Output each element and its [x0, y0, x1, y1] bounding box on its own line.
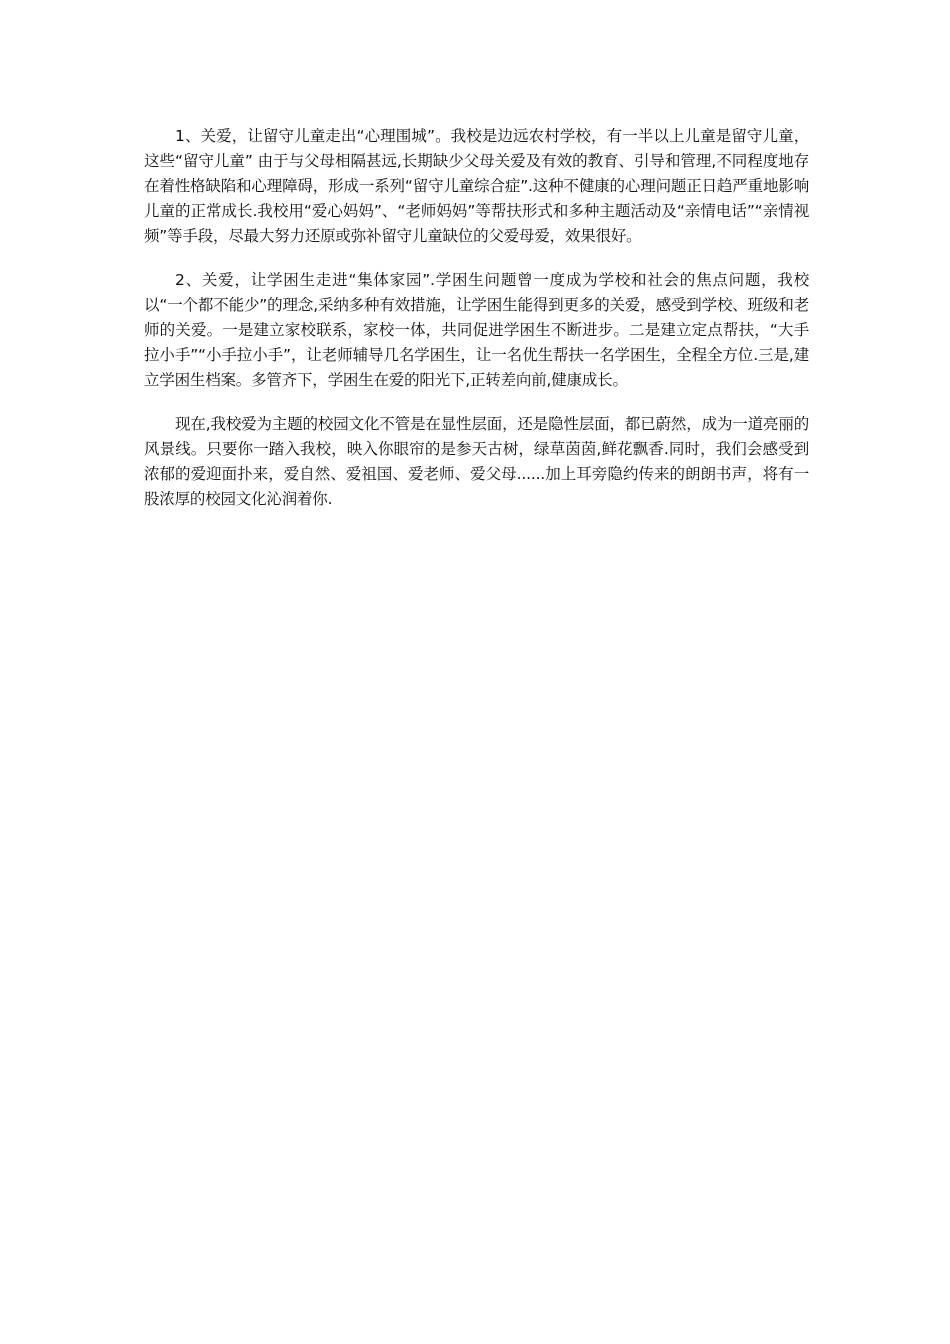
paragraph-left-behind-children: 1、关爱，让留守儿童走出“心理围城”。我校是边远农村学校，有一半以上儿童是留守儿童，这些“留守儿童” 由于与父母相隔甚远,长期缺少父母关爱及有效的教育、引导和管理,不同程度地存在着性格缺陷和心理障碍，形成一系列“留守儿童综合症”.这种不健康的心理问题正日趋严重地影响儿童的正常成长.我校用“爱心妈妈”、“老师妈妈”等帮扶形式和多种主题活动及“亲情电话”“亲情视频”等手段，尽最大努力还原或弥补留守儿童缺位的父爱母爱，效果很好。 [144, 127, 809, 245]
paragraph-campus-culture: 现在,我校爱为主题的校园文化不管是在显性层面，还是隐性层面，都已蔚然，成为一道亮丽的风景线。只要你一踏入我校，映入你眼帘的是参天古树，绿草茵茵,鲜花飘香.同时，我们会感受到浓郁的爱迎面扑来，爱自然、爱祖国、爱老师、爱父母......加上耳旁隐约传来的朗朗书声，将有一股浓厚的校园文化沁润着你. [144, 415, 809, 508]
document-body [144, 124, 809, 531]
paragraph-struggling-students: 2、关爱，让学困生走进“集体家园”.学困生问题曾一度成为学校和社会的焦点问题，我校以“一个都不能少”的理念,采纳多种有效措施，让学困生能得到更多的关爱，感受到学校、班级和老师的关爱。一是建立家校联系，家校一体，共同促进学困生不断进步。二是建立定点帮扶，“大手拉小手”“小手拉小手”，让老师辅导几名学困生，让一名优生帮扶一名学困生，全程全方位.三是,建立学困生档案。多管齐下，学困生在爱的阳光下,正转差向前,健康成长。 [144, 271, 809, 389]
